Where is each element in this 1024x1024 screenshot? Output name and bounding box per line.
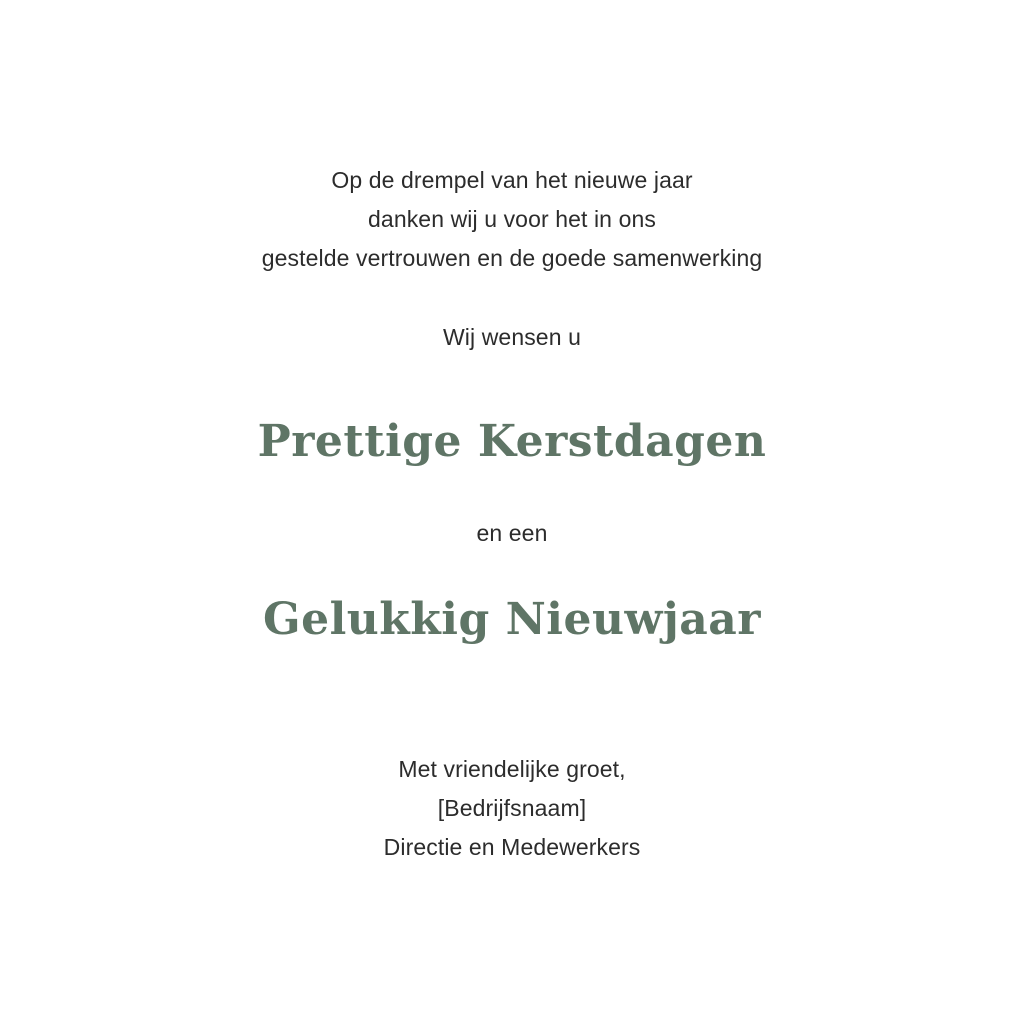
connector-text: en een — [476, 520, 548, 546]
intro-line-3: gestelde vertrouwen en de goede samenwerking — [261, 245, 763, 271]
headline-new-year: Gelukkig Nieuwjaar — [263, 594, 761, 645]
headline-christmas: Prettige Kerstdagen — [257, 416, 767, 467]
intro-line-1: Op de drempel van het nieuwe jaar — [331, 167, 693, 193]
company-name: [Bedrijfsnaam] — [437, 795, 587, 821]
closing-greeting: Met vriendelijke groet, — [398, 756, 626, 782]
wish-intro: Wij wensen u — [443, 324, 581, 350]
signature: Directie en Medewerkers — [383, 834, 641, 860]
intro-line-2: danken wij u voor het in ons — [368, 206, 656, 232]
